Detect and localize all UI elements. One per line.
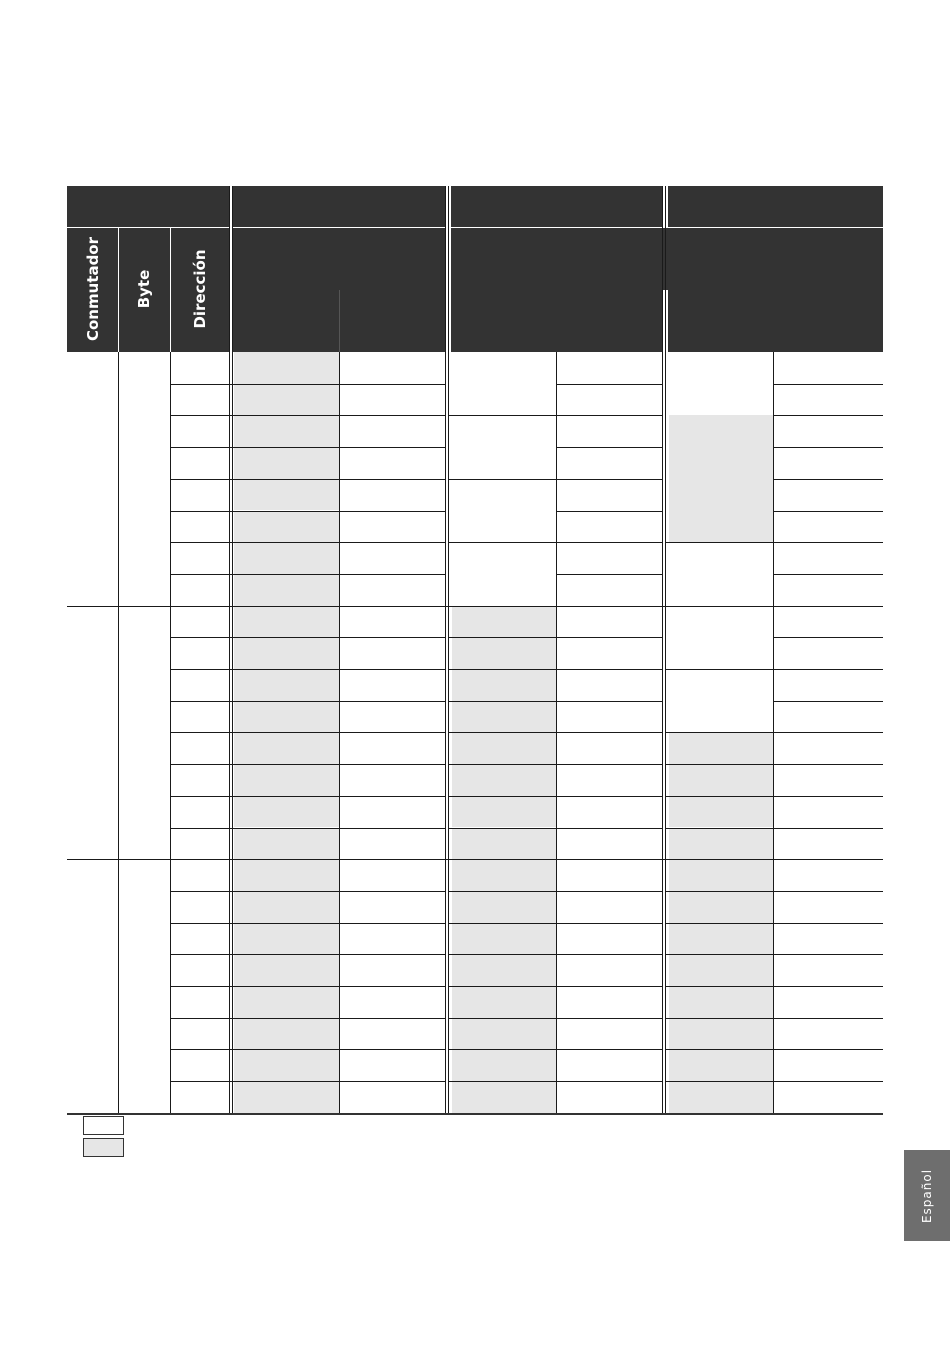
row-line bbox=[773, 479, 883, 480]
row-line bbox=[556, 574, 662, 575]
row-line bbox=[170, 637, 445, 638]
row-line bbox=[773, 542, 883, 543]
row-line bbox=[665, 732, 773, 733]
shaded-cell bbox=[669, 954, 773, 986]
row-line bbox=[665, 1018, 773, 1019]
shaded-cell bbox=[669, 891, 773, 923]
row-line bbox=[773, 1081, 883, 1082]
row-line bbox=[448, 701, 556, 702]
row-line bbox=[773, 637, 883, 638]
shaded-cell bbox=[234, 859, 339, 891]
legend-swatch-white bbox=[83, 1116, 124, 1135]
shaded-cell bbox=[452, 796, 556, 828]
row-line bbox=[773, 891, 883, 892]
shaded-cell bbox=[234, 891, 339, 923]
shaded-cell bbox=[452, 986, 556, 1018]
shaded-cell bbox=[234, 447, 339, 479]
row-line bbox=[665, 986, 773, 987]
row-line bbox=[773, 923, 883, 924]
row-line bbox=[170, 986, 445, 987]
row-line bbox=[170, 669, 445, 670]
shaded-cell bbox=[234, 1049, 339, 1081]
shaded-cell bbox=[452, 764, 556, 796]
row-line bbox=[170, 447, 445, 448]
shaded-cell bbox=[234, 1018, 339, 1050]
row-line bbox=[773, 415, 883, 416]
row-line bbox=[773, 954, 883, 955]
shaded-cell bbox=[234, 796, 339, 828]
row-line bbox=[665, 796, 773, 797]
row-line bbox=[556, 637, 662, 638]
shaded-cell bbox=[669, 732, 773, 764]
row-line bbox=[773, 701, 883, 702]
row-line bbox=[665, 923, 773, 924]
shaded-cell bbox=[234, 986, 339, 1018]
shaded-cell bbox=[234, 637, 339, 669]
shaded-cell bbox=[234, 511, 339, 543]
row-line bbox=[448, 1081, 556, 1082]
shaded-cell bbox=[669, 415, 773, 542]
row-line bbox=[556, 511, 662, 512]
row-line bbox=[556, 1018, 662, 1019]
shaded-cell bbox=[234, 415, 339, 447]
shaded-cell bbox=[234, 574, 339, 606]
header-divider-1 bbox=[339, 290, 340, 352]
switch-header-label: Conmutador bbox=[84, 236, 102, 342]
row-line bbox=[170, 828, 445, 829]
row-line bbox=[448, 479, 556, 480]
row-line bbox=[665, 828, 773, 829]
row-line bbox=[773, 796, 883, 797]
row-line bbox=[448, 986, 556, 987]
shaded-cell bbox=[234, 669, 339, 701]
row-line bbox=[773, 764, 883, 765]
header-top-group-1 bbox=[233, 186, 445, 227]
row-line bbox=[556, 1049, 662, 1050]
row-line bbox=[556, 764, 662, 765]
column-double-line bbox=[662, 186, 663, 1113]
row-line bbox=[773, 511, 883, 512]
header-top-group-2 bbox=[451, 186, 663, 227]
shaded-cell bbox=[669, 796, 773, 828]
row-line bbox=[170, 574, 445, 575]
row-line bbox=[773, 986, 883, 987]
row-line bbox=[665, 954, 773, 955]
row-line bbox=[556, 542, 662, 543]
header-top-left bbox=[67, 186, 229, 227]
row-line bbox=[448, 796, 556, 797]
row-line bbox=[448, 542, 556, 543]
row-line bbox=[556, 447, 662, 448]
shaded-cell bbox=[669, 1081, 773, 1113]
shaded-cell bbox=[234, 1081, 339, 1113]
shaded-cell bbox=[669, 859, 773, 891]
row-line bbox=[170, 415, 445, 416]
row-line bbox=[773, 1018, 883, 1019]
shaded-cell bbox=[452, 606, 556, 638]
row-line bbox=[170, 384, 445, 385]
shaded-cell bbox=[452, 637, 556, 669]
language-tab bbox=[904, 1150, 950, 1241]
row-line bbox=[170, 1081, 445, 1082]
row-line bbox=[170, 701, 445, 702]
shaded-cell bbox=[234, 828, 339, 860]
language-label: Español bbox=[920, 1168, 934, 1223]
row-line bbox=[773, 732, 883, 733]
shaded-cell bbox=[452, 954, 556, 986]
row-line bbox=[170, 732, 445, 733]
shaded-cell bbox=[669, 986, 773, 1018]
shaded-cell bbox=[234, 352, 339, 384]
row-line bbox=[170, 542, 445, 543]
row-line bbox=[556, 923, 662, 924]
row-line bbox=[170, 1049, 445, 1050]
shaded-cell bbox=[234, 923, 339, 955]
row-line bbox=[170, 1018, 445, 1019]
row-line bbox=[665, 764, 773, 765]
row-line bbox=[448, 415, 556, 416]
column-double-line bbox=[665, 186, 666, 1113]
row-line bbox=[773, 447, 883, 448]
row-line bbox=[170, 923, 445, 924]
shaded-cell bbox=[234, 606, 339, 638]
row-line bbox=[556, 954, 662, 955]
shaded-cell bbox=[452, 1081, 556, 1113]
shaded-cell bbox=[669, 923, 773, 955]
row-line bbox=[773, 1049, 883, 1050]
row-line bbox=[448, 732, 556, 733]
shaded-cell bbox=[669, 764, 773, 796]
shaded-cell bbox=[452, 859, 556, 891]
shaded-cell bbox=[234, 732, 339, 764]
shaded-cell bbox=[669, 828, 773, 860]
row-line bbox=[448, 764, 556, 765]
row-line bbox=[67, 859, 883, 860]
row-line bbox=[448, 637, 556, 638]
shaded-cell bbox=[452, 1018, 556, 1050]
row-line bbox=[665, 669, 773, 670]
row-line bbox=[170, 479, 445, 480]
shaded-cell bbox=[234, 384, 339, 416]
header-edge-3 bbox=[668, 290, 669, 352]
row-line bbox=[665, 891, 773, 892]
row-line bbox=[556, 796, 662, 797]
row-line bbox=[773, 828, 883, 829]
row-line bbox=[556, 732, 662, 733]
shaded-cell bbox=[669, 1018, 773, 1050]
byte-header-label: Byte bbox=[135, 269, 153, 309]
row-line bbox=[773, 669, 883, 670]
address-header-label: Dirección bbox=[191, 249, 209, 329]
row-line bbox=[448, 1049, 556, 1050]
header-top-group-3 bbox=[668, 186, 883, 227]
row-line bbox=[556, 891, 662, 892]
row-line bbox=[448, 954, 556, 955]
row-line bbox=[556, 669, 662, 670]
shaded-cell bbox=[452, 923, 556, 955]
row-line bbox=[556, 479, 662, 480]
table-bottom-line bbox=[67, 1113, 883, 1115]
row-line bbox=[773, 574, 883, 575]
row-line bbox=[448, 891, 556, 892]
shaded-cell bbox=[234, 764, 339, 796]
shaded-cell bbox=[234, 479, 339, 511]
column-line bbox=[118, 352, 119, 1113]
row-line bbox=[170, 891, 445, 892]
shaded-cell bbox=[234, 954, 339, 986]
shaded-cell bbox=[452, 1049, 556, 1081]
row-line bbox=[448, 669, 556, 670]
row-line bbox=[170, 954, 445, 955]
shaded-cell bbox=[452, 891, 556, 923]
shaded-cell bbox=[452, 701, 556, 733]
row-line bbox=[448, 1018, 556, 1019]
row-line bbox=[665, 542, 773, 543]
row-line bbox=[170, 511, 445, 512]
column-double-line bbox=[445, 186, 446, 1113]
row-line bbox=[773, 384, 883, 385]
row-line bbox=[556, 828, 662, 829]
row-line bbox=[556, 701, 662, 702]
row-line bbox=[556, 986, 662, 987]
row-line bbox=[665, 1049, 773, 1050]
row-line bbox=[556, 1081, 662, 1082]
shaded-cell bbox=[452, 828, 556, 860]
shaded-cell bbox=[452, 732, 556, 764]
column-double-line bbox=[448, 186, 449, 1113]
row-line bbox=[448, 828, 556, 829]
row-line bbox=[665, 1081, 773, 1082]
row-line bbox=[556, 415, 662, 416]
row-line bbox=[448, 923, 556, 924]
row-line bbox=[67, 606, 883, 607]
row-line bbox=[170, 764, 445, 765]
row-line bbox=[170, 796, 445, 797]
shaded-cell bbox=[234, 701, 339, 733]
shaded-cell bbox=[452, 669, 556, 701]
legend-swatch-grey bbox=[83, 1138, 124, 1157]
shaded-cell bbox=[669, 1049, 773, 1081]
row-line bbox=[556, 384, 662, 385]
shaded-cell bbox=[234, 542, 339, 574]
column-double-line bbox=[229, 186, 230, 1113]
column-double-line bbox=[232, 186, 233, 1113]
